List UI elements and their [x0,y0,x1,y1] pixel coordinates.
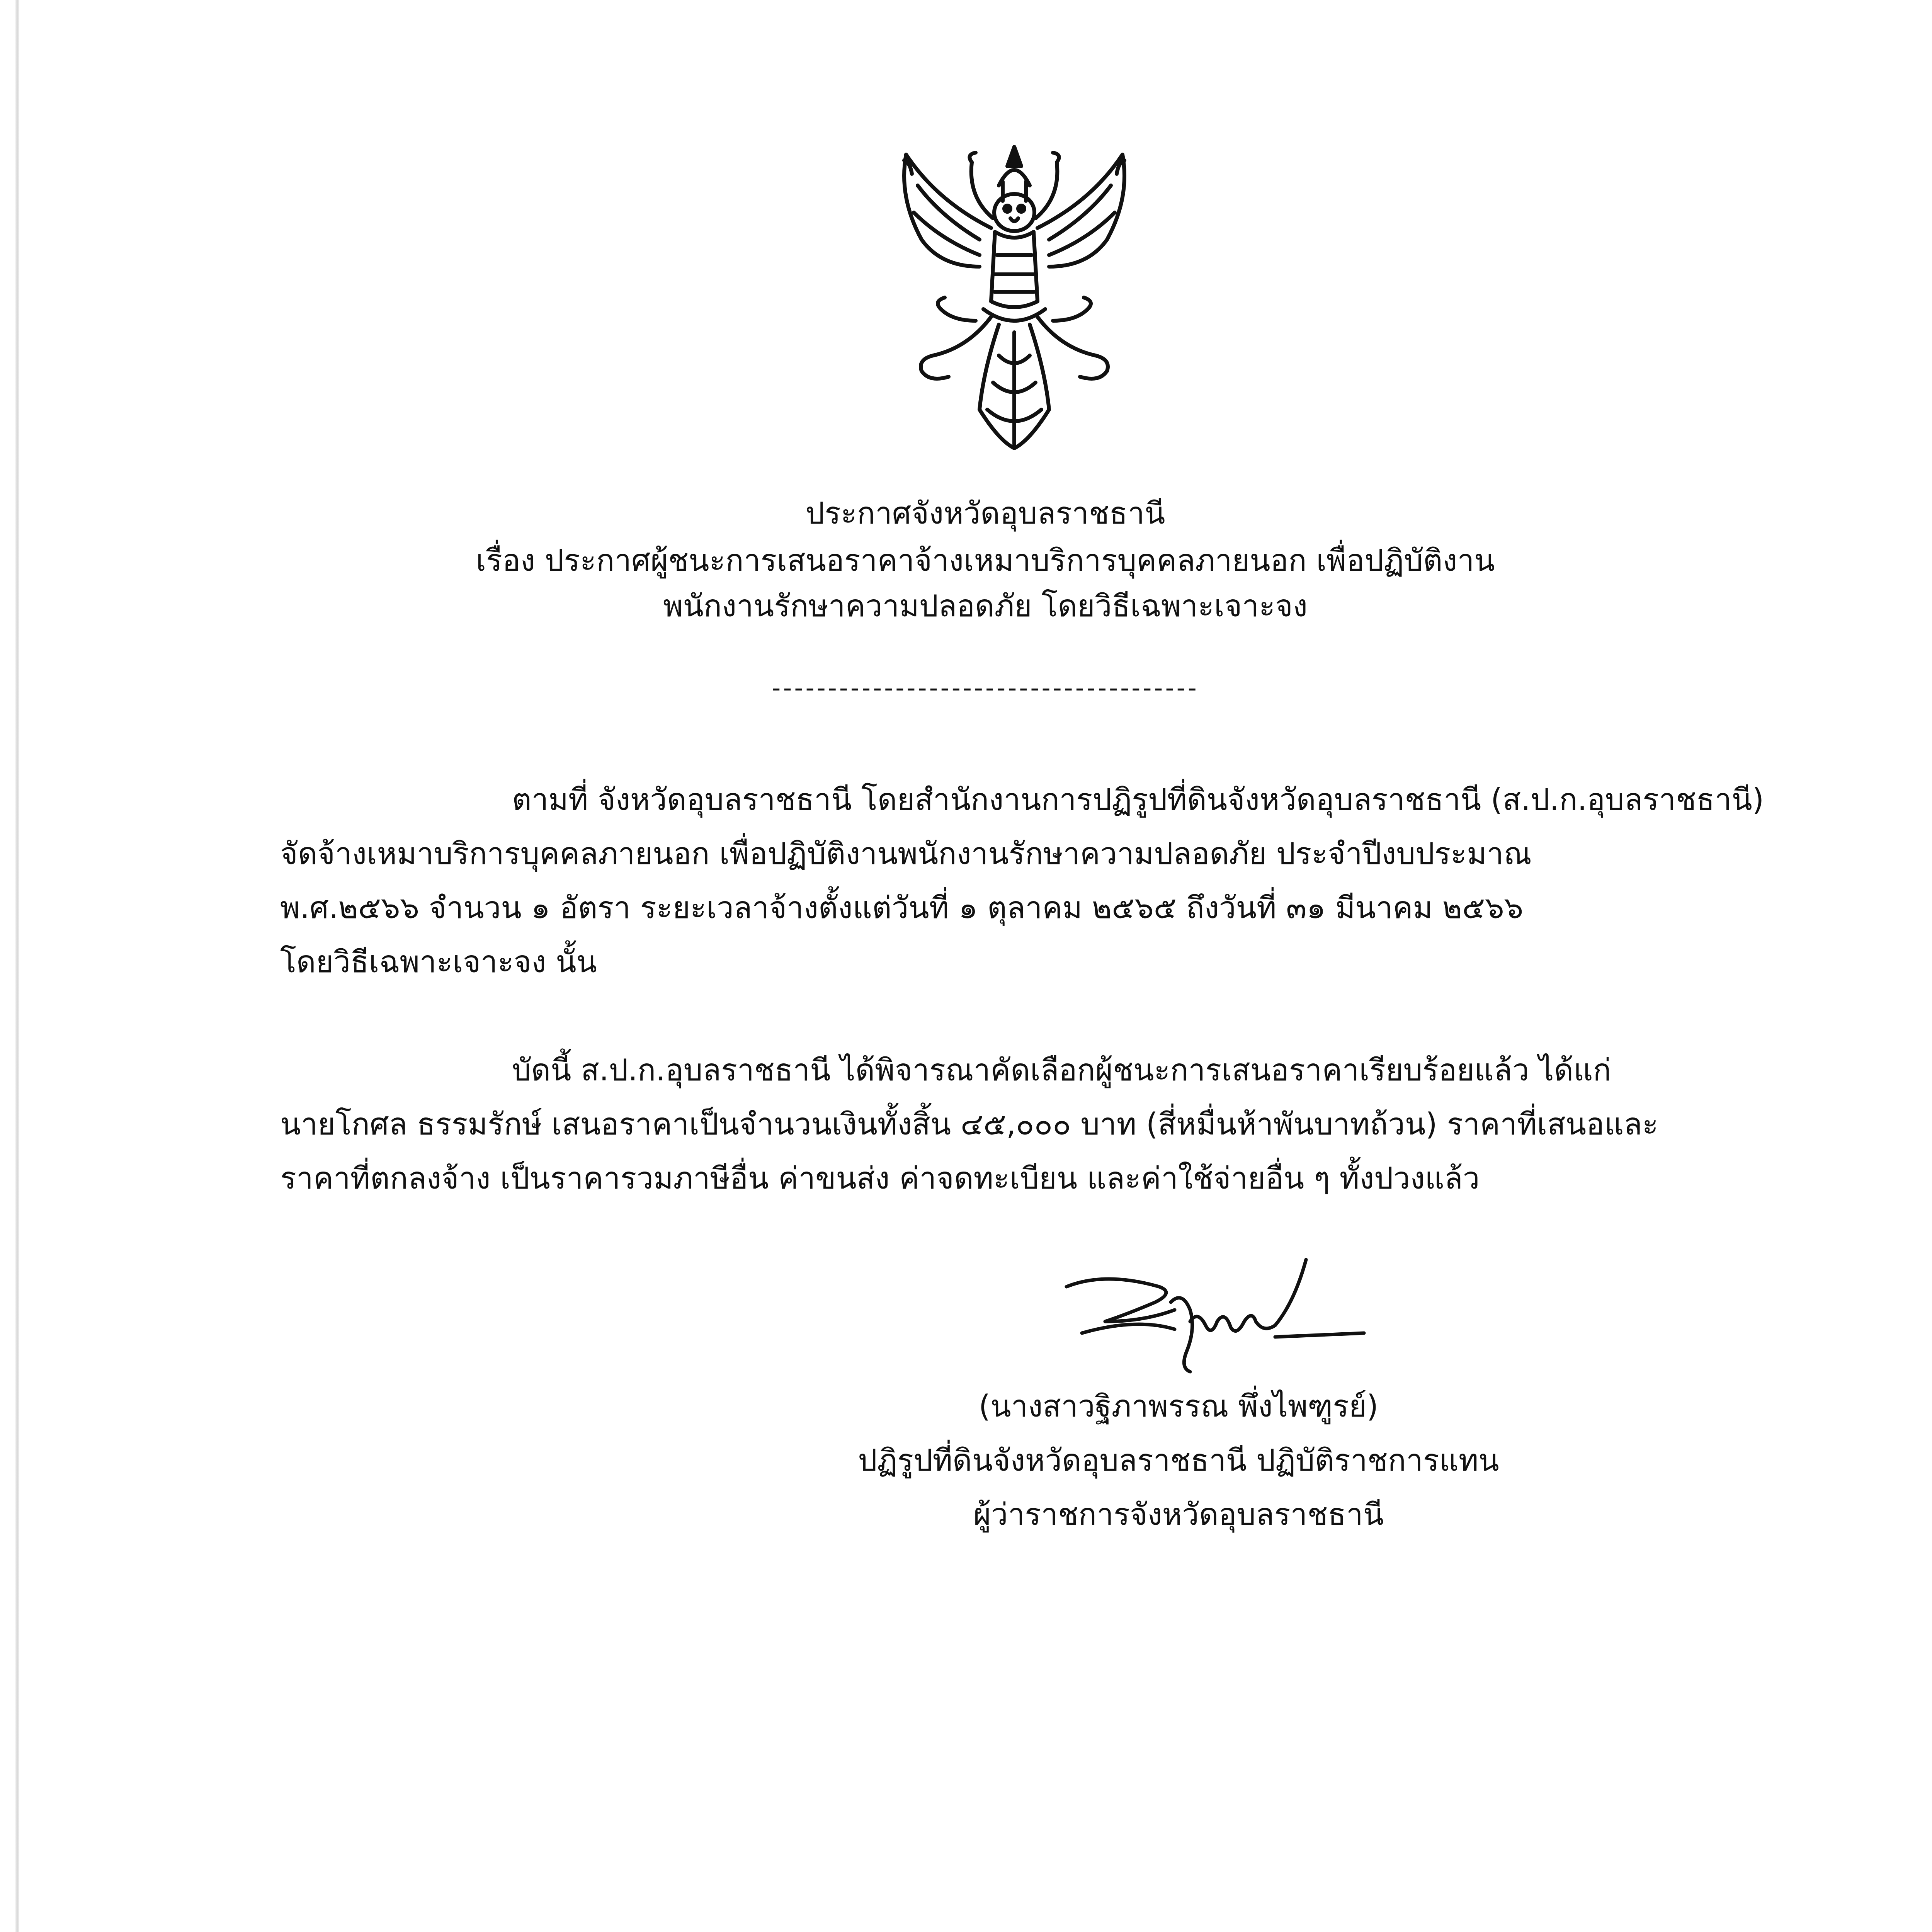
garuda-emblem-icon [883,139,1146,456]
subject-line-2: พนักงานรักษาความปลอดภัย โดยวิธีเฉพาะเจาะจง [663,589,1308,624]
announcement-title: ประกาศจังหวัดอุบลราชธานี [805,496,1165,531]
paragraph-1-line: โดยวิธีเฉพาะเจาะจง นั้น [280,945,597,980]
paragraph-2-line: บัดนี้ ส.ป.ก.อุบลราชธานี ได้พิจารณาคัดเลือกผู้ชนะการเสนอราคาเรียบร้อยแล้ว ได้แก่ [512,1053,1611,1088]
divider-line: -------------------------------------- [772,674,1199,702]
paragraph-2 [280,1043,1764,1206]
paragraph-1-line: จัดจ้างเหมาบริการบุคคลภายนอก เพื่อปฏิบัติงานพนักงานรักษาความปลอดภัย ประจำปีงบประมาณ [280,837,1532,871]
paragraph-1-line: พ.ศ.๒๕๖๖ จำนวน ๑ อัตรา ระยะเวลาจ้างตั้งแต่วันที่ ๑ ตุลาคม ๒๕๖๕ ถึงวันที่ ๓๑ มีนาคม ๒๕๖๖ [280,891,1524,925]
paragraph-2-line: นายโกศล ธรรมรักษ์ เสนอราคาเป็นจำนวนเงินทั้งสิ้น ๔๕,๐๐๐ บาท (สี่หมื่นห้าพันบาทถ้วน) ราคาที่เสนอและ [280,1107,1658,1142]
subject-line-1: เรื่อง ประกาศผู้ชนะการเสนอราคาจ้างเหมาบริการบุคคลภายนอก เพื่อปฏิบัติงาน [476,543,1495,578]
signer-name: (นางสาวฐิภาพรรณ พึ่งไพฑูรย์) [978,1389,1379,1424]
paragraph-1-line: ตามที่ จังหวัดอุบลราชธานี โดยสำนักงานการปฏิรูปที่ดินจังหวัดอุบลราชธานี (ส.ป.ก.อุบลราชธานี) [512,782,1764,817]
signer-position-line-1: ปฏิรูปที่ดินจังหวัดอุบลราชธานี ปฏิบัติราชการแทน [858,1443,1499,1478]
handwritten-signature-icon [1059,1244,1376,1406]
scan-edge-left [15,0,19,1932]
paragraph-2-line: ราคาที่ตกลงจ้าง เป็นราคารวมภาษีอื่น ค่าขนส่ง ค่าจดทะเบียน และค่าใช้จ่ายอื่น ๆ ทั้งปวงแล้ว [280,1161,1480,1196]
paragraph-1 [280,773,1764,989]
signer-position-line-2: ผู้ว่าราชการจังหวัดอุบลราชธานี [973,1497,1384,1532]
